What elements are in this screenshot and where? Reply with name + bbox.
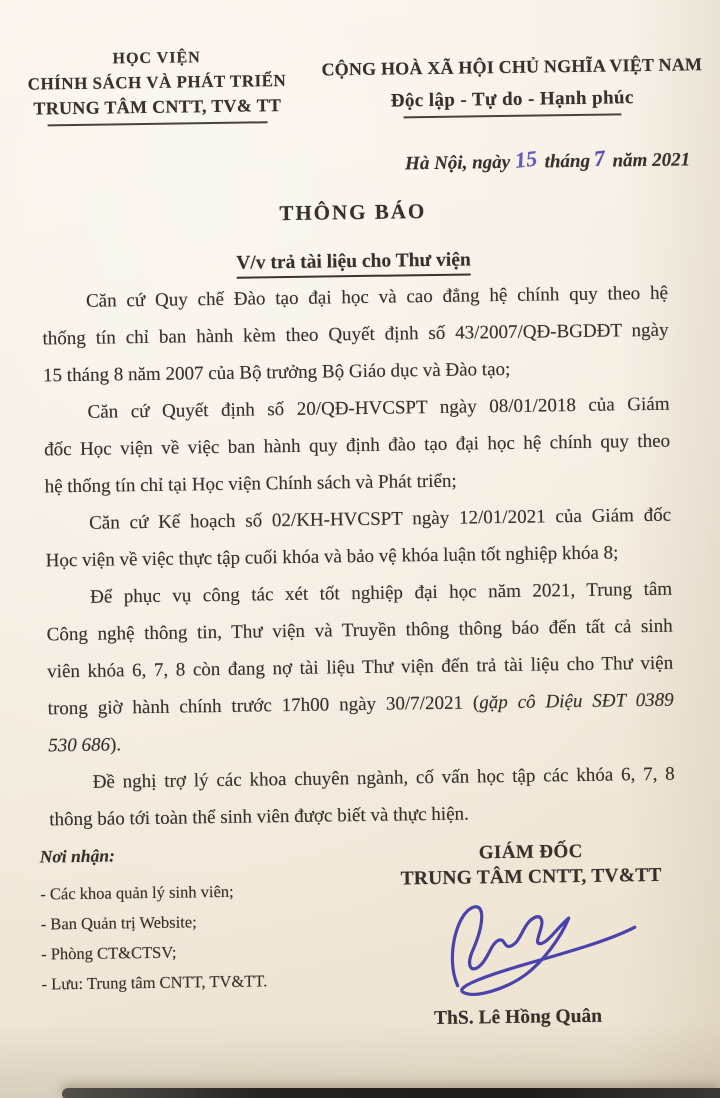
handwritten-month: 7 — [592, 145, 607, 172]
signature-stroke — [452, 905, 636, 995]
body-text-segment: Học viện về việc thực tập cuối khóa và bảo vệ khóa luận tốt nghiệp khóa 8; — [45, 542, 619, 572]
signer-name: ThS. Lê Hồng Quân — [433, 1005, 603, 1030]
recipient-item: - Các khoa quản lý sinh viên; — [40, 881, 234, 904]
issuer-line-1: HỌC VIỆN — [112, 49, 201, 68]
body-text-segment: Căn cứ Quy chế Đào tạo đại học và cao đẳng hệ chính quy theo hệ — [85, 282, 669, 312]
recipient-item: - Phòng CT&CTSV; — [41, 942, 177, 964]
body-text-segment: trong giờ hành chính trước 17h00 ngày 30/7/2021 ( — [47, 692, 480, 720]
body-text-segment: Căn cứ Quyết định số 20/QĐ-HVCSPT ngày 08/01/2018 của Giám — [87, 393, 670, 423]
recipient-item: - Lưu: Trung tâm CNTT, TV&TT. — [41, 971, 268, 994]
date-middle: tháng — [544, 150, 591, 173]
date-line — [405, 145, 690, 175]
paragraph — [45, 497, 672, 580]
signer-department: TRUNG TÂM CNTT, TV&TT — [400, 864, 662, 890]
body-text-segment: thống tín chỉ ban hành kèm theo Quyết định số 43/2007/QĐ-BGDĐT ngày — [42, 319, 669, 350]
national-motto-line-2: Độc lập - Tự do - Hạnh phúc — [390, 87, 634, 112]
document-subject: V/v trả tài liệu cho Thư viện — [236, 249, 471, 278]
issuer-underline — [48, 121, 268, 126]
body-text-segment: Để phục vụ công tác xét tốt nghiệp đại học năm 2021, Trung tâm — [90, 578, 673, 608]
paragraph — [43, 386, 670, 506]
issuer-header — [11, 45, 304, 127]
body-text-segment: hệ thống tín chỉ tại Học viện Chính sách và Phát triển; — [44, 470, 457, 498]
signature-block — [358, 837, 707, 1031]
issuer-line-2: CHÍNH SÁCH VÀ PHÁT TRIỂN — [27, 70, 287, 94]
body-text-segment: Căn cứ Kế hoạch số 02/KH-HVCSPT ngày 12/01/2021 của Giám đốc — [89, 504, 672, 534]
national-motto-line-1: CỘNG HOÀ XÃ HỘI CHỦ NGHĨA VIỆT NAM — [321, 54, 703, 80]
body-text-segment: Công nghệ thông tin, Thư viện và Truyền thông thông báo đến tất cả sinh — [46, 615, 673, 646]
recipient-item: - Ban Quản trị Website; — [40, 912, 197, 934]
signer-role: GIÁM ĐỐC — [478, 840, 583, 864]
body-text-segment: ). — [109, 734, 122, 756]
motto-underline — [403, 113, 621, 118]
body-text-segment: 530 686 — [48, 734, 111, 757]
body-text-segment: thông báo tới toàn thể sinh viên được biết và thực hiện. — [49, 803, 469, 831]
national-header — [315, 51, 710, 119]
recipients-label: Nơi nhận: — [39, 845, 115, 867]
recipients-block — [40, 843, 268, 999]
title-block — [0, 195, 710, 282]
document-title: THÔNG BÁO — [279, 199, 427, 226]
body-text-segment: gặp cô Diệu SĐT 0389 — [479, 689, 674, 714]
date-suffix: năm 2021 — [612, 149, 691, 172]
issuer-line-3: TRUNG TÂM CNTT, TV& TT — [33, 95, 282, 119]
body-text-segment: viên khóa 6, 7, 8 còn đang nợ tài liệu Thư viện đến trả tài liệu cho Thư viện — [47, 652, 674, 683]
paragraph — [49, 756, 676, 839]
paragraph — [42, 275, 669, 395]
handwritten-signature — [428, 893, 644, 1002]
body-text-segment: đốc Học viện về việc ban hành quy định đào tạo đại học hệ chính quy theo — [43, 430, 671, 461]
body-paragraphs — [42, 275, 676, 839]
body-text-segment: Đề nghị trợ lý các khoa chuyên ngành, cố vấn học tập các khóa 6, 7, 8 — [92, 763, 675, 793]
date-prefix: Hà Nội, ngày — [404, 151, 511, 175]
photo-bottom-edge — [62, 1088, 720, 1098]
body-text-segment: 15 tháng 8 năm 2007 của Bộ trưởng Bộ Giáo dục và Đào tạo; — [42, 358, 511, 387]
paragraph — [46, 571, 675, 765]
handwritten-day: 15 — [513, 145, 539, 173]
body-line — [49, 793, 675, 839]
